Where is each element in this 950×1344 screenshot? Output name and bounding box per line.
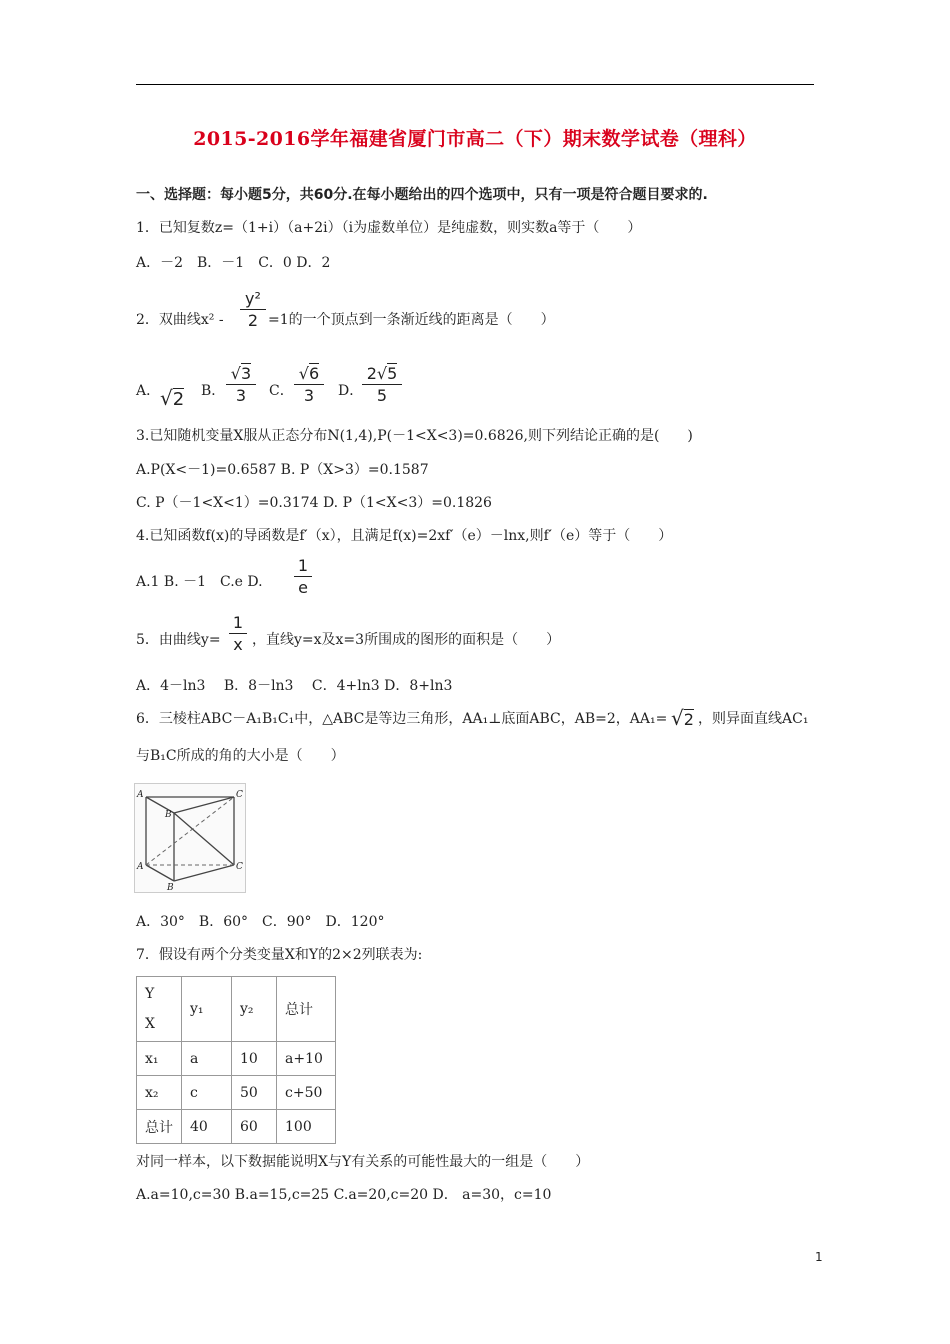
question-2-option-d-label: D． [338,383,364,399]
question-3-options-line2: C. P（－1<X<1）=0.3174 D. P（1<X<3）=0.1826 [136,495,492,511]
fraction-denominator: 5 [376,386,388,405]
table-cell: a [182,1042,232,1076]
table-cell: 40 [182,1110,232,1144]
fraction-denominator: 2 [247,311,259,330]
question-6-options: A．30° B．60° C．90° D．120° [136,914,385,930]
header-total: 总计 [277,977,336,1042]
question-7-options: A.a=10,c=30 B.a=15,c=25 C.a=20,c=20 D． a=30，c=10 [136,1187,552,1203]
coefficient: 2 [366,364,377,383]
fraction-denominator: x [233,635,243,654]
question-2-option-a-label: A． [136,383,161,399]
question-2-stem-a: 2．双曲线x² - [136,312,224,328]
table-cell: x₂ [137,1076,182,1110]
table-row [137,1076,336,1110]
question-6-stem-b: ，则异面直线AC₁ [698,711,809,727]
vertex-label-b: B [167,883,174,893]
table-row [137,1042,336,1076]
question-3-options-line1: A.P(X<－1)=0.6587 B. P（X>3）=0.1587 [136,462,429,478]
table-cell: 60 [232,1110,277,1144]
sqrt-radicand: 2 [683,710,694,729]
table-corner-cell [137,977,182,1042]
question-5-options: A．4－ln3 B．8－ln3 C．4+ln3 D．8+ln3 [136,678,453,694]
question-6-stem-a: 6．三棱柱ABC－A₁B₁C₁中，△ABC是等边三角形，AA₁⊥底面ABC，AB=2，AA₁= [136,711,668,727]
option-b-fraction: √3 3 [226,364,256,405]
table-header-row [137,977,336,1042]
header-y2: y₂ [232,977,277,1042]
question-2-option-c-label: C． [269,383,294,399]
question-2-stem-b: =1的一个顶点到一条渐近线的距离是（ ） [268,312,555,328]
header-x: X [145,1016,155,1032]
question-6-stem-line2: 与B₁C所成的角的大小是（ ） [136,748,345,764]
table-row [137,1110,336,1144]
vertex-label-a: A [137,862,144,872]
question-2-option-b-label: B． [201,383,226,399]
question-2-fraction [240,289,266,330]
vertex-label-a1: A [137,790,144,800]
option-d-fraction: 2√5 5 [362,364,402,405]
fraction-numerator: 3 [241,364,252,383]
option-c-fraction: √6 3 [294,364,324,405]
question-7-stem: 7．假设有两个分类变量X和Y的2×2列联表为: [136,947,423,963]
table-cell: a+10 [277,1042,336,1076]
page-title: 2015-2016学年福建省厦门市高二（下）期末数学试卷（理科） [193,128,757,150]
vertex-label-b1: B [165,810,172,820]
question-6-sqrt: √2 [671,706,694,730]
table-cell: 总计 [137,1110,182,1144]
fraction-numerator: 1 [297,556,309,575]
question-4-fraction [294,556,312,597]
table-cell: 10 [232,1042,277,1076]
question-4-stem: 4.已知函数f(x)的导函数是f′（x），且满足f(x)=2xf′（e）－lnx,则f′（e）等于（ ） [136,528,673,544]
table-cell: 50 [232,1076,277,1110]
table-cell: c [182,1076,232,1110]
fraction-denominator: e [298,578,308,597]
question-1-options: A．－2 B．－1 C．0 D．2 [136,255,331,271]
question-7-follow-up: 对同一样本，以下数据能说明X与Y有关系的可能性最大的一组是（ ） [136,1154,590,1170]
table-cell: 100 [277,1110,336,1144]
question-5-stem-a: 5．由曲线y= [136,632,221,648]
vertex-label-c: C [236,862,243,872]
section-heading: 一、选择题：每小题5分，共60分.在每小题给出的四个选项中，只有一项是符合题目要求的. [136,187,708,203]
question-5-fraction [229,613,247,654]
sqrt-radicand: 5 [387,364,398,383]
fraction-numerator: 1 [232,613,244,632]
question-5-stem-b: ，直线y=x及x=3所围成的图形的面积是（ ） [252,632,561,648]
table-cell: c+50 [277,1076,336,1110]
fraction-denominator: 3 [235,386,247,405]
header-y1: y₁ [182,977,232,1042]
option-a-sqrt: √2 [160,386,185,410]
vertex-label-c1: C [236,790,243,800]
contingency-table [136,976,336,1144]
page-number: 1 [815,1250,823,1264]
fraction-numerator: 6 [309,364,320,383]
question-3-stem: 3.已知随机变量X服从正态分布N(1,4),P(－1<X<3)=0.6826,则下列结论正确的是( ) [136,428,693,444]
prism-figure [134,783,246,893]
header-rule [136,84,814,85]
header-y: Y [145,986,155,1002]
fraction-numerator: y² [245,289,261,308]
fraction-denominator: 3 [303,386,315,405]
question-1-stem: 1．已知复数z=（1+i）（a+2i）（i为虚数单位）是纯虚数，则实数a等于（ ） [136,220,642,236]
table-cell: x₁ [137,1042,182,1076]
sqrt-radicand: 2 [172,389,185,410]
question-4-options: A.1 B. －1 C.e D. [136,574,263,590]
